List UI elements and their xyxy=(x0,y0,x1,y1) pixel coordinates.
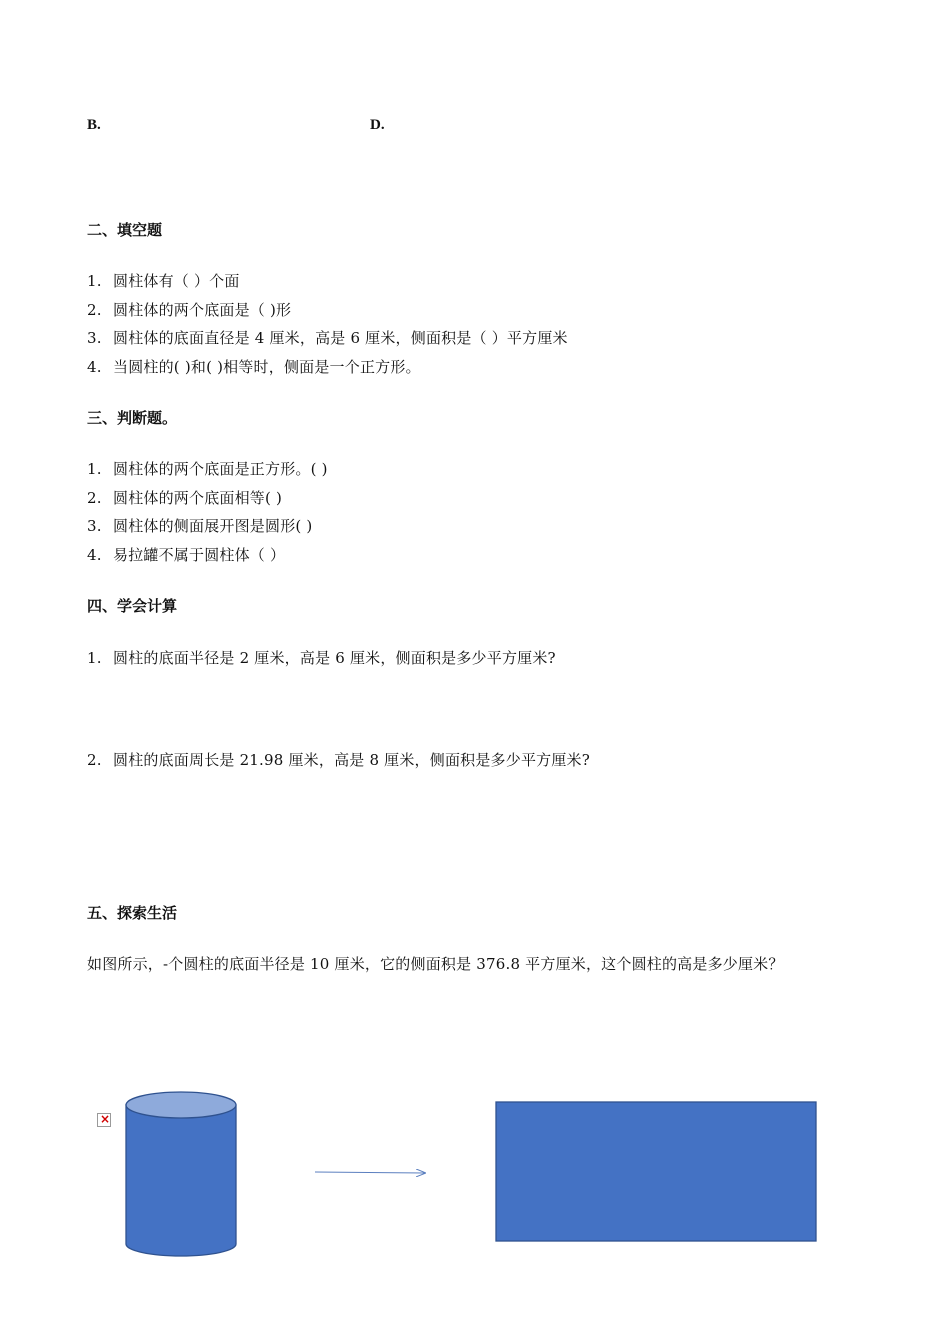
item-number: 4. xyxy=(87,358,102,376)
item-number: 3. xyxy=(87,517,102,535)
item-number: 1. xyxy=(87,649,102,667)
item-number: 3. xyxy=(87,329,102,347)
item-text: 圆柱体有（ ）个面 xyxy=(113,272,240,290)
section2-title: 二、填空题 xyxy=(87,221,163,239)
option-b-label: B. xyxy=(87,117,101,133)
item-number: 2. xyxy=(87,751,102,769)
section5-title: 五、探索生活 xyxy=(87,904,178,922)
section3-title: 三、判断题。 xyxy=(87,409,178,427)
item-number: 4. xyxy=(87,546,102,564)
item-number: 2. xyxy=(87,489,102,507)
item-text: 圆柱体的两个底面是（ )形 xyxy=(113,301,292,319)
item-number: 1. xyxy=(87,460,102,478)
item-text: 圆柱体的两个底面相等( ) xyxy=(113,489,283,507)
option-d-label: D. xyxy=(370,117,385,133)
cylinder-shape xyxy=(126,1092,236,1256)
item-text: 圆柱的底面半径是 2 厘米，高是 6 厘米，侧面积是多少平方厘米? xyxy=(113,649,556,667)
item-text: 圆柱体的两个底面是正方形。( ) xyxy=(113,460,328,478)
question-text: 如图所示，-个圆柱的底面半径是 10 厘米，它的侧面积是 376.8 平方厘米，这个圆柱的高是多少厘米？ xyxy=(87,955,784,973)
item-number: 1. xyxy=(87,272,102,290)
section4-title: 四、学会计算 xyxy=(87,597,178,615)
unrolled-rectangle xyxy=(496,1102,816,1241)
item-number: 2. xyxy=(87,301,102,319)
item-text: 圆柱的底面周长是 21.98 厘米，高是 8 厘米，侧面积是多少平方厘米? xyxy=(113,751,591,769)
item-text: 圆柱体的侧面展开图是圆形( ) xyxy=(113,517,313,535)
broken-image-icon: × xyxy=(97,1113,111,1127)
arrow xyxy=(315,1172,425,1173)
item-text: 易拉罐不属于圆柱体（ ） xyxy=(113,546,286,564)
item-text: 圆柱体的底面直径是 4 厘米，高是 6 厘米，侧面积是（ ）平方厘米 xyxy=(113,329,568,347)
item-text: 当圆柱的( )和( )相等时，侧面是一个正方形。 xyxy=(113,358,421,376)
